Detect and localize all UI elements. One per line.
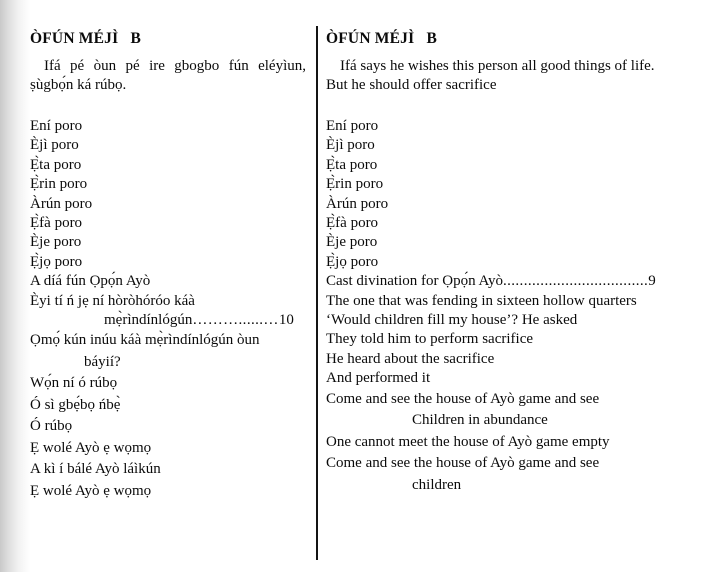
english-column bbox=[318, 0, 704, 572]
english-verse-list bbox=[326, 117, 698, 496]
english-intro-paragraph bbox=[326, 57, 698, 95]
verse-line: Èjì poro bbox=[326, 137, 375, 154]
verse-line-part-a: Èyi tí ń jẹ ní hòròhóróo káà bbox=[30, 292, 195, 309]
verse-line: Ó rúbọ bbox=[30, 418, 73, 435]
yoruba-column bbox=[0, 0, 316, 572]
verse-line: Ẹ̀rin poro bbox=[326, 176, 384, 193]
verse-line: Ó sì gbẹ́bọ ńbẹ̀ bbox=[30, 396, 121, 413]
english-spacer bbox=[326, 95, 698, 117]
verse-line: Ẹ̀ta poro bbox=[326, 156, 378, 173]
verse-line: Àrún poro bbox=[30, 195, 93, 212]
english-heading: ÒFÚN MÉJÌ B bbox=[326, 30, 438, 47]
verse-line: Ẹ̀fà poro bbox=[30, 215, 83, 232]
translation-line-wrapped bbox=[326, 453, 698, 496]
translation-line: And performed it bbox=[326, 370, 431, 387]
translation-part-a: Come and see the house of Ayò game and see bbox=[326, 455, 600, 472]
english-intro-line-1: Ifá says he wishes this person all good things of life. bbox=[340, 58, 655, 74]
yoruba-intro-text: Ifá pé òun pé ire gbogbo fún eléyìun, ṣùgbọ́n ká rúbọ. bbox=[30, 58, 306, 93]
translation-part-a: Come and see the house of Ayò game and see bbox=[326, 390, 600, 407]
verse-line: A díá fún Ọpọ́n Ayò bbox=[30, 273, 151, 290]
verse-line: Ení poro bbox=[326, 118, 379, 134]
verse-line-wrapped bbox=[30, 330, 306, 373]
page-reference-number: 10 bbox=[278, 312, 294, 329]
verse-line-continuation bbox=[30, 311, 306, 330]
verse-line-continuation: báyií? bbox=[84, 353, 121, 370]
english-intro-line-2: But he should offer sacrifice bbox=[326, 77, 497, 93]
verse-line: Wọ́n ní ó rúbọ bbox=[30, 375, 118, 392]
verse-line: Èjì poro bbox=[30, 137, 79, 154]
translation-line: The one that was fending in sixteen hollow quarters bbox=[326, 292, 637, 309]
verse-line: Ení poro bbox=[30, 118, 83, 134]
page-reference-number: 9 bbox=[648, 273, 656, 290]
dot-leader: ………......… bbox=[192, 312, 279, 329]
translation-line: They told him to perform sacrifice bbox=[326, 331, 534, 348]
verse-line: Ẹ̀ta poro bbox=[30, 156, 82, 173]
yoruba-verse-list bbox=[30, 117, 306, 502]
translation-continuation: Children in abundance bbox=[412, 412, 548, 429]
verse-line: A kì í bálé Ayò láìkún bbox=[30, 461, 161, 478]
verse-line-part-b: mẹ̀rìndínlógún bbox=[104, 312, 193, 329]
translation-line: He heard about the sacrifice bbox=[326, 350, 495, 367]
verse-line-wrapped bbox=[30, 292, 306, 331]
translation-line-wrapped bbox=[326, 389, 698, 432]
yoruba-heading: ÒFÚN MÉJÌ B bbox=[30, 30, 142, 47]
yoruba-spacer bbox=[30, 95, 306, 117]
verse-line: Èje poro bbox=[30, 234, 82, 251]
divination-line bbox=[326, 272, 698, 291]
verse-line-part-a: Ọmọ́ kún inúu káà mẹ̀rìndínlógún òun bbox=[30, 332, 260, 349]
verse-line: Àrún poro bbox=[326, 195, 389, 212]
verse-line: Ẹ wolé Ayò ẹ wọmọ bbox=[30, 482, 152, 499]
verse-line: Ẹ wolé Ayò ẹ wọmọ bbox=[30, 439, 152, 456]
verse-line: Ẹ̀jọ poro bbox=[30, 253, 83, 270]
divination-text: Cast divination for Ọpọ́n Ayò bbox=[326, 273, 503, 290]
yoruba-intro-paragraph bbox=[30, 57, 306, 95]
translation-continuation: children bbox=[412, 476, 462, 493]
verse-line: Ẹ̀rin poro bbox=[30, 176, 88, 193]
translation-line: One cannot meet the house of Ayò game empty bbox=[326, 433, 610, 450]
translation-line: ‘Would children fill my house’? He asked bbox=[326, 312, 578, 329]
verse-line: Ẹ̀fà poro bbox=[326, 215, 379, 232]
verse-line: Ẹ̀jọ poro bbox=[326, 253, 379, 270]
verse-line: Èje poro bbox=[326, 234, 378, 251]
dot-leader: ................................... bbox=[502, 273, 649, 290]
